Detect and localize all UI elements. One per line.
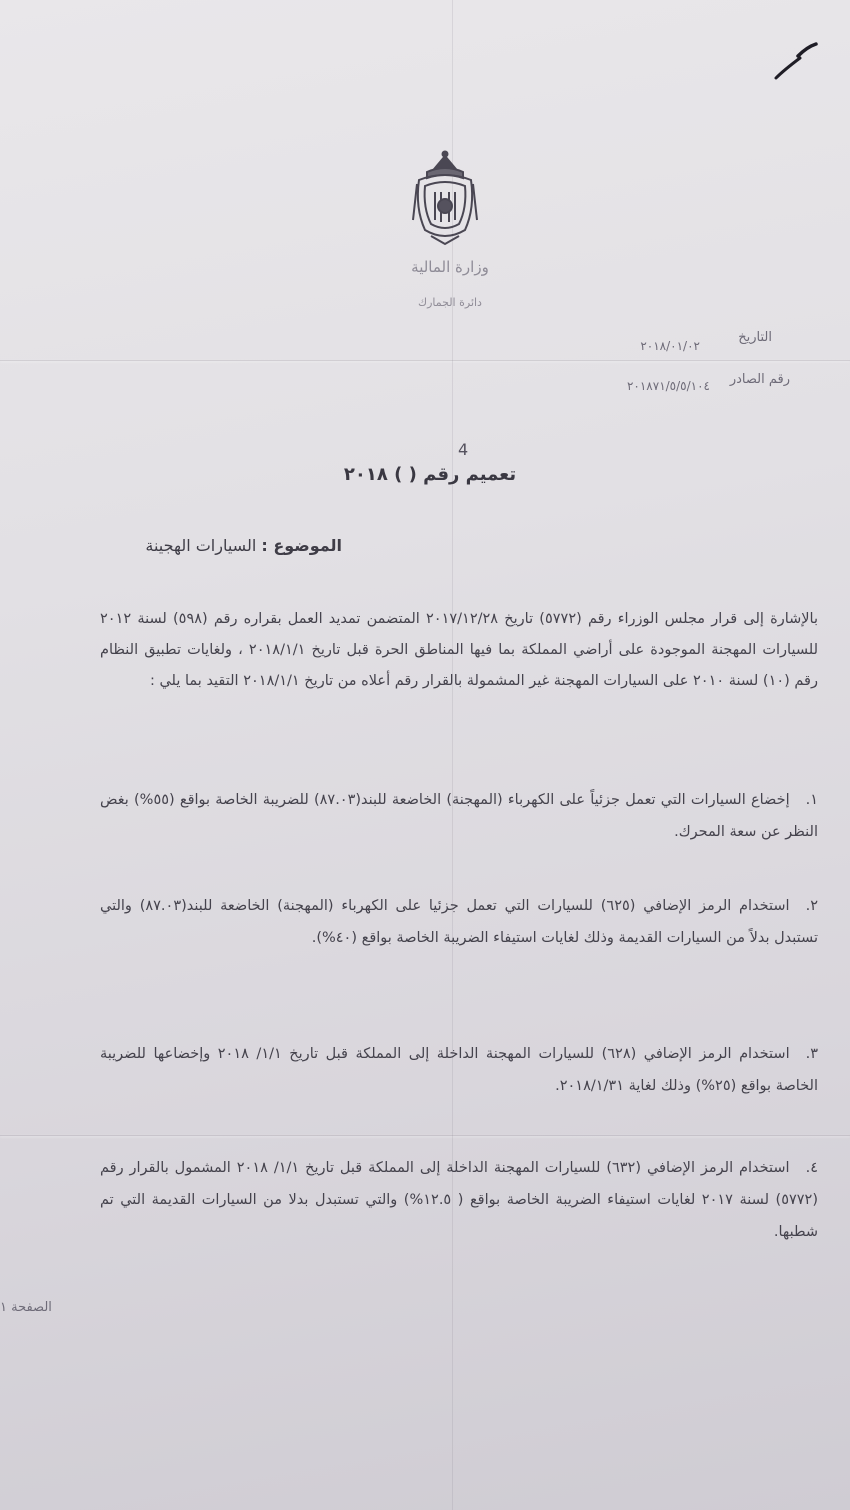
paper-fold-line (0, 360, 850, 361)
list-item-number: ١. (805, 792, 818, 808)
subject-text: السيارات الهجينة (145, 536, 257, 555)
subject-label: الموضوع : (261, 536, 342, 555)
reference-label: رقم الصادر (729, 372, 790, 387)
list-item (100, 890, 818, 954)
list-item (100, 1038, 818, 1102)
list-item-text: استخدام الرمز الإضافي (٦٣٢) للسيارات المهجنة الداخلة إلى المملكة قبل تاريخ ١/١/ ٢٠١٨ المشمول بالقرار رقم (٥٧٧٢) لسنة ٢٠١٧ لغايات استيفاء الضريبة الخاصة بواقع ( ١٢.٥%) والتي تستبدل بدلا من السيارات القديمة التي تم شطبها. (100, 1160, 819, 1240)
intro-paragraph: بالإشارة إلى قرار مجلس الوزراء رقم (٥٧٧٢) تاريخ ٢٠١٧/١٢/٢٨ المتضمن تمديد العمل بقراره رقم (٥٩٨) لسنة ٢٠١٢ للسيارات المهجنة الموجودة على أراضي المملكة بما فيها المناطق الحرة قبل تاريخ ٢٠١٨/١/١ ، ولغايات تطبيق النظام رقم (١٠) لسنة ٢٠١٠ على السيارات المهجنة غير المشمولة بالقرار رقم أعلاه من تاريخ ٢٠١٨/١/١ التقيد بما يلي : (100, 611, 818, 689)
circular-number-handwritten: 4 (458, 440, 469, 459)
list-item-text: إخضاع السيارات التي تعمل جزئياً على الكهرباء (المهجنة) الخاضعة للبند(٨٧.٠٣) للضريبة الخاصة بواقع (٥٥%) بغض النظر عن سعة المحرك. (100, 792, 818, 840)
coat-of-arms-icon (405, 150, 485, 250)
subject-line (145, 536, 342, 555)
department-name: دائرة الجمارك (418, 296, 482, 309)
handwritten-mark-icon (770, 40, 820, 90)
list-item-number: ٣. (805, 1046, 819, 1062)
list-item-number: ٤. (805, 1160, 818, 1176)
list-item-number: ٢. (805, 898, 818, 914)
list-item (100, 1152, 818, 1248)
list-item (100, 784, 818, 848)
date-label: التاريخ (738, 330, 772, 345)
ministry-name: وزارة المالية (411, 258, 489, 276)
reference-value: ٢٠١٨٧١/٥/٥/١٠٤ (626, 379, 710, 393)
page-number: الصفحة ١ (0, 1300, 52, 1315)
list-item-text: استخدام الرمز الإضافي (٦٢٨) للسيارات المهجنة الداخلة إلى المملكة قبل تاريخ ١/١/ ٢٠١٨ وإخضاعها للضريبة الخاصة بواقع (٢٥%) وذلك لغاية ٢٠١٨/١/٣١. (100, 1046, 818, 1094)
circular-title: تعميم رقم ( ) ٢٠١٨ (343, 464, 517, 485)
date-value: ٢٠١٨/٠١/٠٢ (640, 339, 700, 353)
list-item-text: استخدام الرمز الإضافي (٦٢٥) للسيارات التي تعمل جزئيا على الكهرباء (المهجنة) الخاضعة للبند(٨٧.٠٣) والتي تستبدل بدلاً من السيارات القديمة وذلك لغايات استيفاء الضريبة الخاصة بواقع (٤٠%). (100, 898, 818, 946)
paper-fold-line (0, 1135, 850, 1136)
